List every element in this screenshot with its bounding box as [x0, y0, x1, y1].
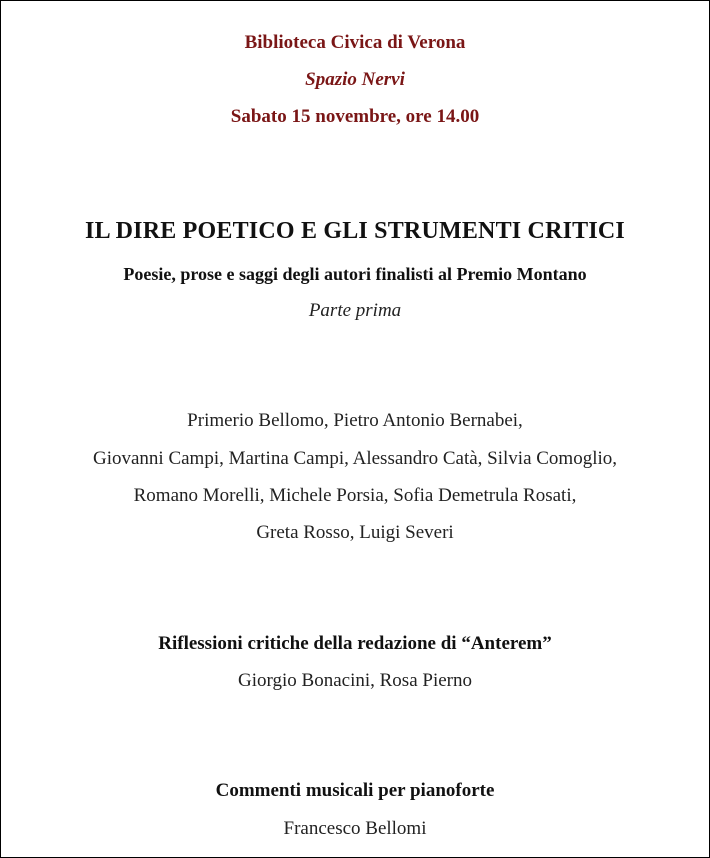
event-datetime: Sabato 15 novembre, ore 14.00 [230, 106, 480, 127]
author-line: Greta Rosso, Luigi Severi [256, 522, 454, 543]
critique-names: Giorgio Bonacini, Rosa Pierno [238, 670, 472, 691]
venue-name: Biblioteca Civica di Verona [244, 32, 466, 53]
venue-room: Spazio Nervi [305, 69, 405, 90]
event-part: Parte prima [308, 300, 402, 321]
event-title: IL DIRE POETICO E GLI STRUMENTI CRITICI [85, 218, 625, 244]
author-line: Giovanni Campi, Martina Campi, Alessandro Catà, Silvia Comoglio, [92, 448, 618, 469]
critique-heading: Riflessioni critiche della redazione di “Anterem” [158, 633, 552, 654]
music-heading: Commenti musicali per pianoforte [215, 780, 495, 801]
event-subtitle: Poesie, prose e saggi degli autori finalisti al Premio Montano [123, 264, 587, 284]
author-line: Romano Morelli, Michele Porsia, Sofia Demetrula Rosati, [133, 485, 577, 506]
author-line: Primerio Bellomo, Pietro Antonio Bernabei, [187, 410, 523, 431]
music-names: Francesco Bellomi [283, 818, 427, 839]
